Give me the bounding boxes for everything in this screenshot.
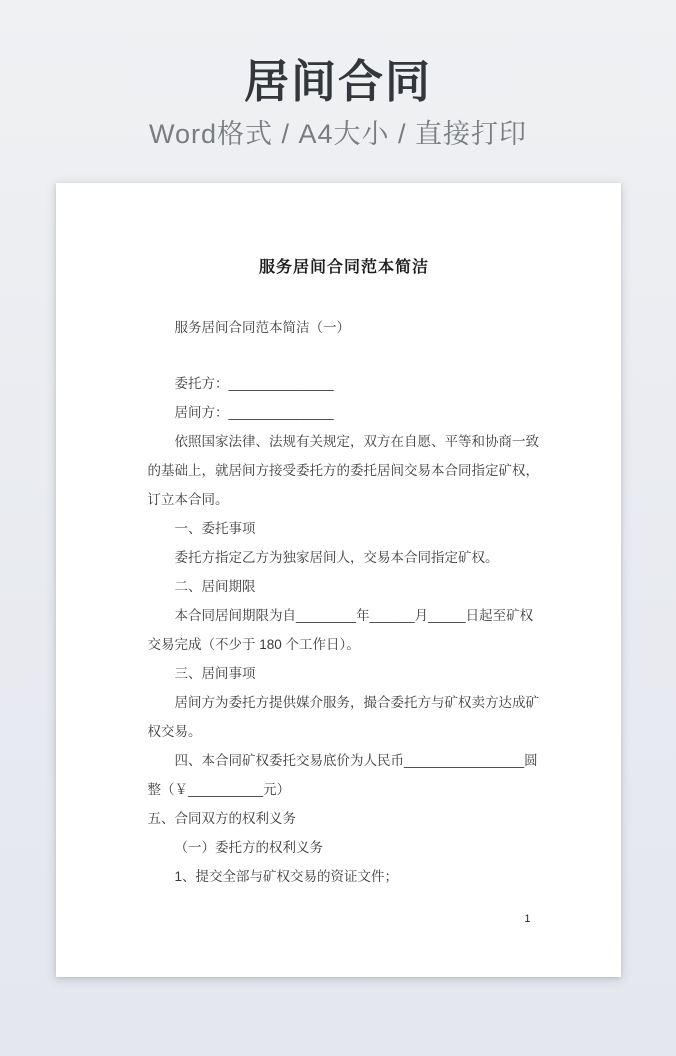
clause-3-heading: 三、居间事项 [174,666,256,681]
a4-document-page [56,183,621,977]
page-number: 1 [524,913,531,925]
clause-3-body: 居间方为委托方提供媒介服务，撮合委托方与矿权卖方达成矿权交易。 [147,695,539,739]
template-header [0,0,676,152]
clause-4-paragraph: 四、本合同矿权委托交易底价为人民币________________圆整（￥__________元） [147,753,538,797]
template-subtitle: Word格式 / A4大小 / 直接打印 [148,119,528,149]
clause-1-heading: 一、委托事项 [174,521,256,536]
intermediary-party-blank-line: 居间方：______________ [174,405,334,420]
template-title: 居间合同 [243,56,432,107]
clause-5-heading: 五、合同双方的权利义务 [147,811,296,826]
clause-2-heading: 二、居间期限 [174,579,256,594]
clause-1-body: 委托方指定乙方为独家居间人，交易本合同指定矿权。 [174,550,499,565]
document-preview-area [0,183,676,977]
clause-2-body: 本合同居间期限为自________年______月_____日起至矿权交易完成（不少于 180 个工作日）。 [147,608,534,652]
document-title: 服务居间合同范本简洁 [258,259,429,276]
clause-5-item-1: 1、提交全部与矿权交易的资证文件； [174,869,399,884]
clause-5-sub-heading: （一）委托方的权利义务 [174,840,323,855]
preamble-paragraph: 依照国家法律、法规有关规定，双方在自愿、平等和协商一致的基础上，就居间方接受委托方的委托居间交易本合同指定矿权，订立本合同。 [147,434,539,507]
client-party-blank-line: 委托方：______________ [174,376,334,391]
document-content [56,183,621,891]
document-subtitle-line: 服务居间合同范本简洁（一） [174,320,350,335]
